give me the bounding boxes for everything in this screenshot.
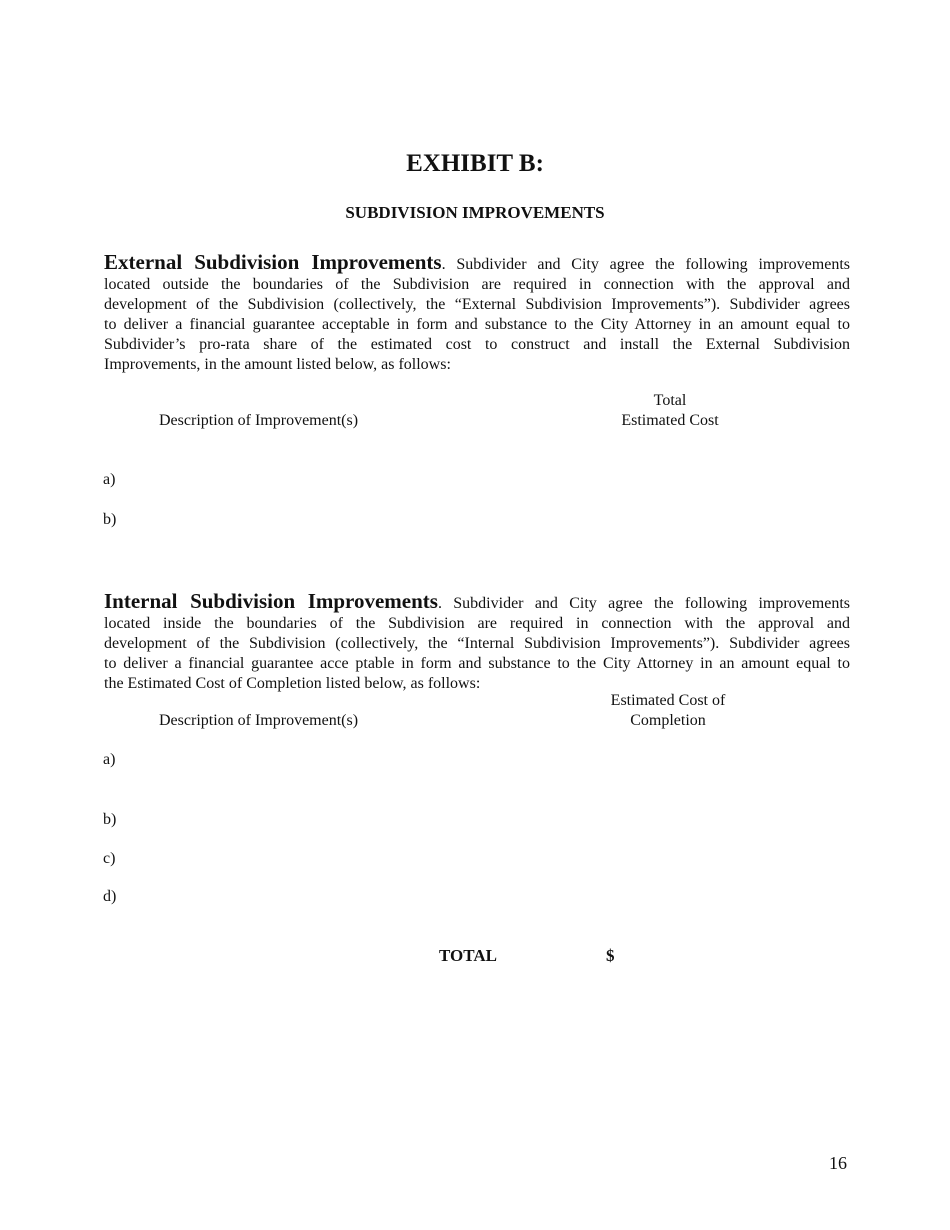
internal-description-column-header: Description of Improvement(s) bbox=[159, 712, 359, 729]
internal-improvements-paragraph bbox=[104, 591, 850, 694]
paragraph-line: development of the Subdivision (collectively, the “Internal Subdivision Improvements”). Subdivider agrees bbox=[104, 635, 850, 652]
external-improvements-paragraph bbox=[104, 252, 850, 375]
page-number: 16 bbox=[829, 1153, 847, 1173]
total-label: TOTAL bbox=[439, 946, 497, 965]
total-amount: $ bbox=[606, 946, 615, 965]
exhibit-title: EXHIBIT B: bbox=[406, 150, 544, 177]
external-description-column-header: Description of Improvement(s) bbox=[159, 412, 359, 429]
internal-item-a: a) bbox=[103, 751, 116, 768]
internal-improvements-heading: Internal Subdivision Improvements bbox=[104, 589, 438, 613]
paragraph-line: to deliver a financial guarantee acceptable in form and substance to the City Attorney in an amount equal to bbox=[104, 316, 850, 333]
external-item-b: b) bbox=[103, 511, 117, 528]
paragraph-line: development of the Subdivision (collectively, the “External Subdivision Improvements”). Subdivider agrees bbox=[104, 296, 850, 313]
internal-item-d: d) bbox=[103, 888, 117, 905]
external-cost-column-header: Total Estimated Cost bbox=[621, 392, 719, 429]
paragraph-line: Subdivider’s pro-rata share of the estimated cost to construct and install the External Subdivision bbox=[104, 336, 850, 353]
external-improvements-heading: External Subdivision Improvements bbox=[104, 250, 442, 274]
paragraph-line: Improvements, in the amount listed below, as follows: bbox=[104, 356, 451, 373]
document-subtitle: SUBDIVISION IMPROVEMENTS bbox=[345, 203, 605, 222]
external-item-a: a) bbox=[103, 471, 116, 488]
paragraph-line: located outside the boundaries of the Subdivision are required in connection with the approval and bbox=[104, 276, 850, 293]
paragraph-line: External Subdivision Improvements. Subdivider and City agree the following improvements bbox=[104, 250, 850, 274]
paragraph-line: located inside the boundaries of the Subdivision are required in connection with the approval and bbox=[104, 615, 850, 632]
paragraph-line: the Estimated Cost of Completion listed below, as follows: bbox=[104, 675, 481, 692]
paragraph-line: to deliver a financial guarantee acce ptable in form and substance to the City Attorney in an amount equal to bbox=[104, 655, 850, 672]
internal-item-b: b) bbox=[103, 811, 117, 828]
paragraph-line: Internal Subdivision Improvements. Subdivider and City agree the following improvements bbox=[104, 589, 850, 613]
internal-item-c: c) bbox=[103, 850, 116, 867]
internal-cost-column-header: Estimated Cost of Completion bbox=[610, 692, 726, 729]
